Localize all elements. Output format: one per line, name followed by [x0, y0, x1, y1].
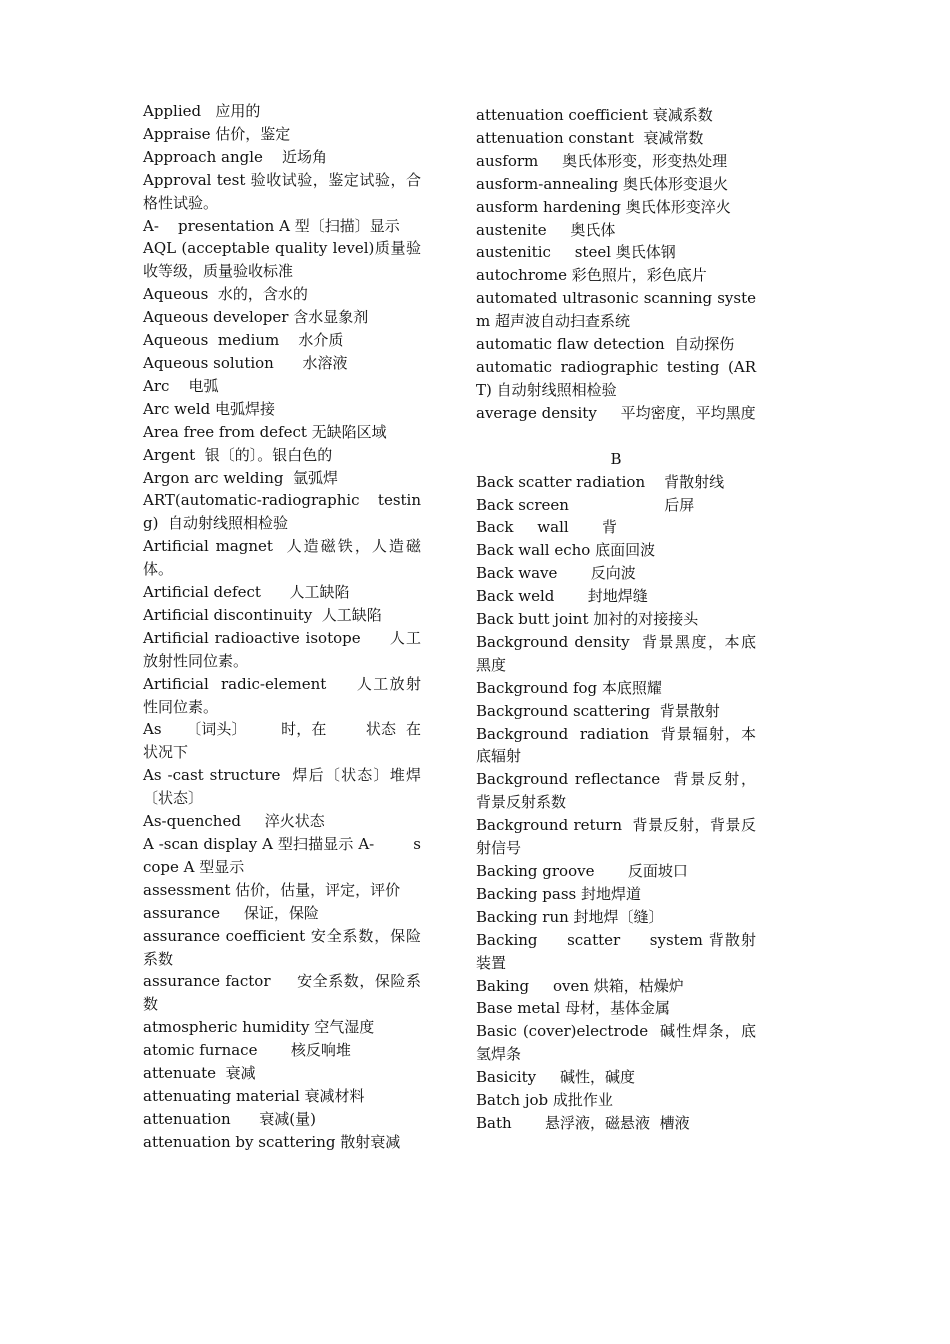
glossary-entry: Applied 应用的 [143, 102, 261, 120]
glossary-entry: attenuation coefficient 衰减系数 [476, 106, 713, 124]
glossary-entry: assurance 保证，保险 [143, 903, 319, 922]
glossary-entry: attenuate 衰减 [143, 1064, 256, 1083]
glossary-entry: Argent 银〔的〕。银白色的 [143, 445, 333, 464]
glossary-entry: Aqueous developer 含水显象剂 [143, 308, 369, 327]
glossary-entry: Argon arc welding 氩弧焊 [143, 468, 339, 487]
glossary-entry: austenitic steel 奥氏体钢 [476, 243, 676, 262]
glossary-entry: Artificial radic-element 人工放射性同位素。 [143, 674, 421, 716]
glossary-entry: attenuation constant 衰减常数 [476, 128, 704, 147]
glossary-entry: austenite 奥氏体 [476, 220, 616, 239]
glossary-entry: ausform 奥氏体形变，形变热处理 [476, 151, 728, 170]
glossary-entry: ART(automatic-radiographic testing) 自动射线照相检验 [143, 491, 421, 533]
glossary-entry: Back wall 背 [476, 518, 618, 537]
glossary-entry: Aqueous medium 水介质 [143, 331, 344, 350]
glossary-entry: Back scatter radiation 背散射线 [476, 472, 725, 491]
glossary-entry: Base metal 母材，基体金属 [476, 999, 670, 1018]
section-heading-b: B [610, 449, 622, 468]
glossary-entry: Arc weld 电弧焊接 [143, 399, 276, 418]
glossary-entry: Background scattering 背景散射 [476, 701, 720, 720]
glossary-entry: Approval test 验收试验，鉴定试验，合格性试验。 [143, 170, 421, 212]
glossary-entry: Arc 电弧 [143, 376, 219, 395]
glossary-entry: Basic (cover)electrode 碱性焊条，底氢焊条 [476, 1022, 756, 1064]
glossary-entry: Background return 背景反射，背景反射信号 [476, 816, 756, 858]
glossary-entry: Baking oven 烘箱，枯燥炉 [476, 976, 684, 995]
glossary-entry: As 〔词头〕 时，在 状态 在状况下 [143, 720, 421, 762]
glossary-entry: Appraise 估价，鉴定 [143, 124, 291, 143]
glossary-entry: automated ultrasonic scanning system 超声波自动扫查系统 [476, 289, 756, 331]
glossary-left-column [143, 100, 421, 1154]
glossary-entry: ausform hardening 奥氏体形变淬火 [476, 197, 731, 216]
glossary-entry: Backing groove 反面坡口 [476, 862, 688, 880]
glossary-entry: Aqueous solution 水溶液 [143, 353, 348, 372]
glossary-entry: Back weld 封地焊缝 [476, 587, 648, 606]
glossary-entry: As -cast structure 焊后〔状态〕堆焊〔状态〕 [143, 766, 421, 808]
glossary-entry: Back butt joint 加衬的对接接头 [476, 610, 699, 629]
glossary-entry: Artificial magnet 人造磁铁，人造磁体。 [143, 537, 421, 579]
glossary-entry: A -scan display A 型扫描显示 A- scope A 型显示 [143, 835, 421, 876]
glossary-entry: atmospheric humidity 空气湿度 [143, 1018, 375, 1037]
glossary-entry: Artificial discontinuity 人工缺陷 [143, 605, 382, 624]
glossary-entry: Approach angle 近场角 [143, 147, 327, 166]
glossary-entry: Bath 悬浮液，磁悬液 槽液 [476, 1113, 690, 1132]
glossary-entry: autochrome 彩色照片，彩色底片 [476, 266, 707, 285]
glossary-entry: Back wave 反向波 [476, 564, 636, 583]
glossary-entry: attenuating material 衰减材料 [143, 1086, 365, 1105]
glossary-entry: AQL (acceptable quality level)质量验收等级，质量验收标准 [143, 239, 421, 281]
glossary-entry: Backing run 封地焊〔缝〕 [476, 907, 664, 926]
glossary-entry: A- presentation A 型〔扫描〕显示 [143, 216, 400, 235]
glossary-entry: average density 平均密度，平均黑度 [476, 403, 756, 422]
glossary-entry: ausform-annealing 奥氏体形变退火 [476, 174, 729, 193]
glossary-entry: Background fog 本底照耀 [476, 678, 662, 697]
glossary-entry: automatic radiographic testing (ART) 自动射线照相检验 [476, 357, 756, 399]
glossary-entry: assurance coefficient 安全系数，保险系数 [143, 926, 421, 968]
glossary-right-column [476, 104, 756, 1135]
glossary-entry: Background radiation 背景辐射，本底辐射 [476, 724, 756, 766]
glossary-entry: Artificial radioactive isotope 人工放射性同位素。 [143, 628, 421, 670]
glossary-entry: Area free from defect 无缺陷区域 [143, 422, 387, 441]
glossary-entry: atomic furnace 核反响堆 [143, 1041, 351, 1060]
glossary-entry: automatic flaw detection 自动探伤 [476, 335, 735, 354]
glossary-entry: Backing scatter system 背散射装置 [476, 930, 756, 972]
glossary-entry: assessment 估价，估量，评定，评价 [143, 880, 401, 899]
glossary-entry: attenuation by scattering 散射衰减 [143, 1132, 401, 1151]
glossary-entry: Background density 背景黑度，本底黑度 [476, 632, 756, 674]
glossary-entry: Batch job 成批作业 [476, 1091, 613, 1110]
glossary-entry: Back screen 后屏 [476, 495, 695, 514]
glossary-entry: assurance factor 安全系数，保险系数 [143, 972, 421, 1014]
glossary-entry: attenuation 衰减(量) [143, 1109, 316, 1128]
glossary-entry: Back wall echo 底面回波 [476, 541, 656, 560]
glossary-entry: Aqueous 水的，含水的 [143, 285, 308, 304]
glossary-entry: Backing pass 封地焊道 [476, 884, 641, 903]
glossary-entry: Basicity 碱性，碱度 [476, 1068, 636, 1087]
glossary-entry: Artificial defect 人工缺陷 [143, 583, 350, 602]
glossary-entry: Background reflectance 背景反射，背景反射系数 [476, 770, 756, 812]
glossary-entry: As-quenched 淬火状态 [143, 812, 325, 831]
